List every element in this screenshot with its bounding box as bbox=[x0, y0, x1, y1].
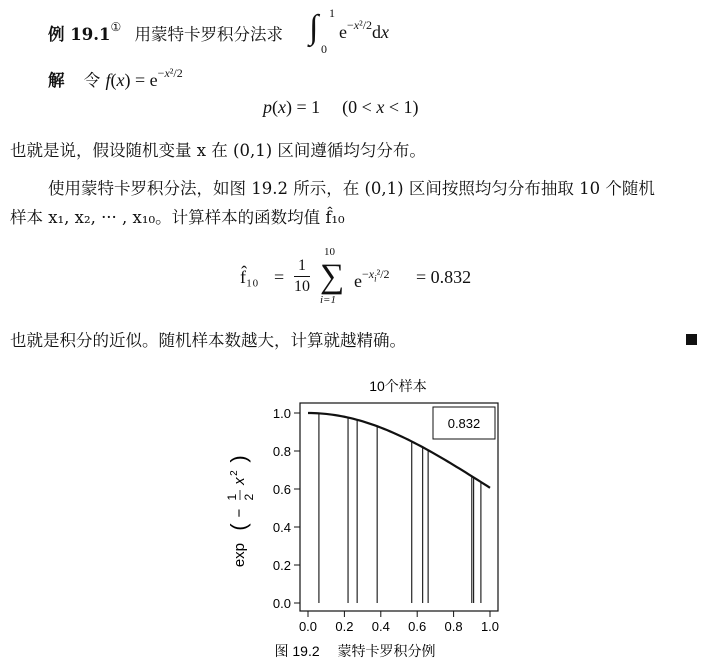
x-tick-label: 0.6 bbox=[408, 619, 427, 634]
formula-rhs: = 0.832 bbox=[416, 267, 472, 287]
paragraph-1: 也就是说，假设随机变量 x 在 (0,1) 区间遵循均匀分布。 bbox=[10, 141, 426, 160]
example-heading bbox=[48, 16, 283, 46]
y-tick-label: 0.0 bbox=[272, 596, 291, 611]
example-title: 用蒙特卡罗积分法求 bbox=[134, 25, 283, 44]
formula-lhs: f̂₁₀ bbox=[240, 267, 259, 287]
y-tick-label: 0.4 bbox=[272, 520, 291, 535]
x-tick-label: 0.0 bbox=[298, 619, 318, 634]
integrand: $e^{-x^2/2}dx$ bbox=[339, 18, 390, 42]
p-definition: p(x) = 1 (0 < x < 1) bbox=[263, 97, 419, 117]
solution-line bbox=[48, 62, 183, 92]
chart-title: 10个样本 bbox=[369, 378, 427, 394]
example-label: 例 19.1 bbox=[48, 25, 111, 44]
svg-text:exp ( − 1: exp ( − 1 2 x 2 ) bbox=[225, 455, 256, 568]
figure-caption: 图 19.2 蒙特卡罗积分例 bbox=[274, 643, 436, 659]
paragraph-2a: 使用蒙特卡罗积分法，如图 19.2 所示，在 (0,1) 区间按照均匀分布抽取 10 个随机 bbox=[48, 179, 655, 198]
y-axis-label bbox=[223, 455, 257, 567]
qed-mark bbox=[686, 334, 697, 345]
x-tick-label: 0.4 bbox=[371, 619, 390, 634]
x-tick-label: 1.0 bbox=[480, 619, 500, 634]
frac-numerator: 1 bbox=[294, 256, 310, 277]
integral-upper: 1 bbox=[329, 6, 335, 20]
frac-denominator: 10 bbox=[294, 278, 310, 295]
solution-intro: 令 bbox=[83, 71, 101, 90]
footnote-mark: ① bbox=[110, 20, 122, 34]
formula-equals: = bbox=[274, 267, 285, 287]
figure-chart bbox=[0, 367, 727, 667]
y-tick-label: 1.0 bbox=[272, 406, 291, 421]
paragraph-3: 也就是积分的近似。随机样本数越大，计算就越精确。 bbox=[10, 331, 406, 350]
y-tick-label: 0.6 bbox=[272, 482, 291, 497]
sum-lower: i=1 bbox=[320, 294, 336, 306]
y-tick-label: 0.2 bbox=[272, 558, 291, 573]
summand: $e^{-x_i^2/2}$ bbox=[354, 267, 390, 291]
sum-upper: 10 bbox=[324, 246, 335, 258]
annotation-value: 0.832 bbox=[447, 416, 481, 431]
paragraph-2b: 样本 x₁, x₂, ··· , x₁₀。计算样本的函数均值 f̂₁₀ bbox=[10, 208, 345, 227]
x-tick-label: 0.8 bbox=[444, 619, 463, 634]
integral-lower: 0 bbox=[321, 42, 327, 56]
integral-sign: ∫ bbox=[309, 9, 319, 46]
solution-label: 解 bbox=[48, 71, 65, 90]
display-formula bbox=[240, 248, 480, 314]
x-tick-label: 0.2 bbox=[335, 619, 354, 634]
sum-sign: ∑ bbox=[320, 258, 345, 295]
f-definition: $f(x) = e^{-x^2/2}$ bbox=[105, 66, 183, 90]
integral-expression bbox=[305, 6, 435, 56]
formula-fraction bbox=[294, 256, 310, 297]
y-tick-label: 0.8 bbox=[272, 444, 291, 459]
